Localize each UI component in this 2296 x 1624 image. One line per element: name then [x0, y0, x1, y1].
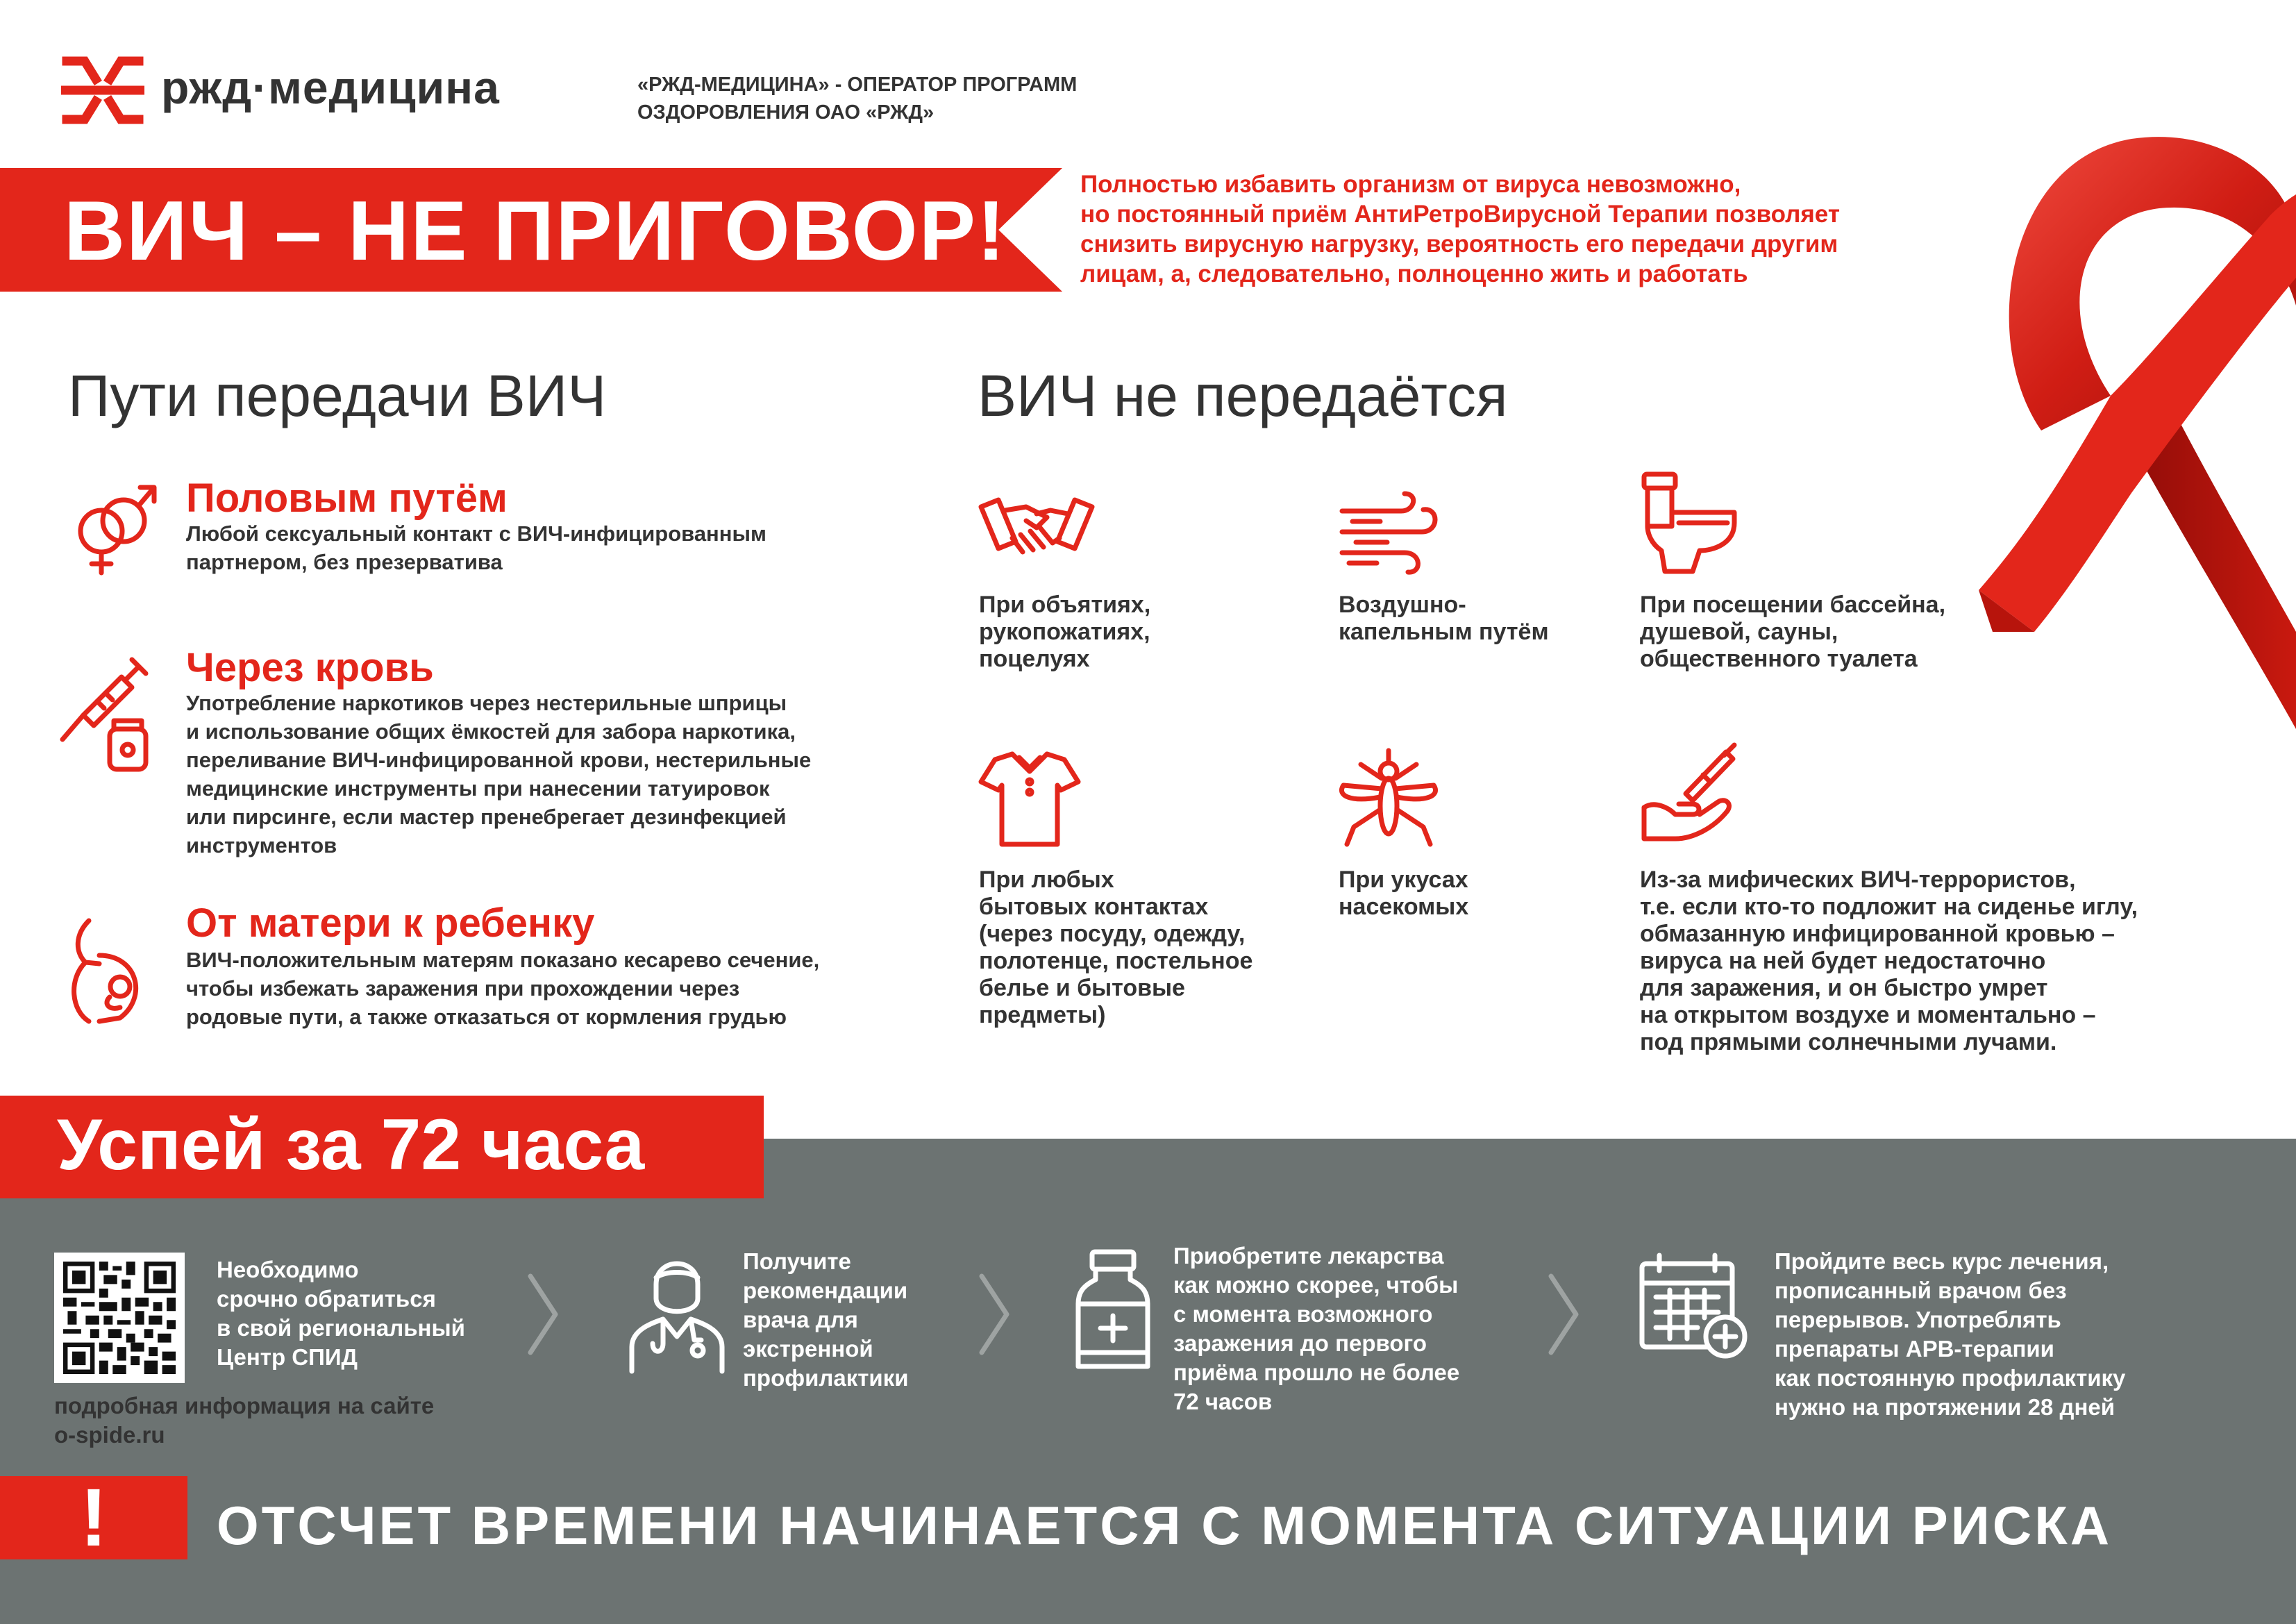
step-line: Получите: [743, 1248, 851, 1274]
step-line: срочно обратиться: [217, 1286, 436, 1312]
not-transmitted-heading: ВИЧ не передаётся: [978, 363, 1508, 428]
nt-line: для заражения, и он быстро умрет: [1640, 975, 2048, 1001]
page-title: ВИЧ – НЕ ПРИГОВОР!: [64, 183, 1007, 278]
shirt-icon: [978, 747, 1082, 851]
way-heading-blood: Через кровь: [186, 645, 434, 690]
intro-line: но постоянный приём АнтиРетроВирусной Терапии позволяет: [1080, 201, 1840, 228]
way-line: или пирсинге, если мастер пренебрегает дезинфекцией: [186, 805, 787, 829]
action-heading: Успей за 72 часа: [57, 1105, 645, 1185]
not-transmitted-text: [1339, 867, 1468, 921]
nt-line: общественного туалета: [1640, 646, 1918, 672]
nt-line: белье и бытовые: [979, 975, 1185, 1001]
nt-line: предметы): [979, 1002, 1106, 1028]
not-transmitted-text: [1339, 592, 1549, 646]
nt-line: т.е. если кто-то подложит на сиденье иглу,: [1640, 894, 2138, 920]
nt-line: При объятиях,: [979, 592, 1151, 618]
medicine-bottle-icon: [1075, 1248, 1151, 1373]
chevron-right-icon: [973, 1269, 1015, 1359]
nt-line: рукопожатиях,: [979, 619, 1150, 645]
step-line: перерывов. Употреблять: [1775, 1307, 2061, 1332]
step-line: врача для: [743, 1307, 858, 1332]
exclamation-icon: !: [80, 1472, 108, 1564]
chevron-right-icon: [522, 1269, 564, 1359]
step-line: в свой региональный: [217, 1315, 465, 1341]
pregnancy-icon: [61, 914, 151, 1018]
way-line: чтобы избежать заражения при прохождении через: [186, 976, 740, 1001]
nt-line: поцелуях: [979, 646, 1090, 672]
step-line: Необходимо: [217, 1257, 359, 1282]
way-line: медицинские инструменты при нанесении татуировок: [186, 776, 770, 801]
step-line: Пройдите весь курс лечения,: [1775, 1248, 2109, 1274]
step-text: [743, 1247, 909, 1393]
step-line: рекомендации: [743, 1278, 908, 1303]
handshake-icon: [978, 486, 1082, 590]
not-transmitted-text: [979, 592, 1150, 673]
gender-symbols-icon: [67, 472, 157, 576]
nt-line: При укусах: [1339, 867, 1468, 893]
operator-line: «РЖД-МЕДИЦИНА» - ОПЕРАТОР ПРОГРАММ: [637, 74, 1078, 96]
step-text: [1775, 1247, 2125, 1422]
step-text: [1173, 1241, 1459, 1416]
doctor-icon: [625, 1250, 729, 1375]
site-line: подробная информация на сайте: [54, 1393, 435, 1418]
nt-line: полотенце, постельное: [979, 948, 1253, 974]
nt-line: бытовых контактах: [979, 894, 1209, 920]
step-line: как можно скорее, чтобы: [1173, 1272, 1459, 1298]
mosquito-icon: [1333, 747, 1437, 851]
way-line: Употребление наркотиков через нестерильные шприцы: [186, 691, 787, 715]
nt-line: под прямыми солнечными лучами.: [1640, 1029, 2057, 1055]
way-description-sexual: [186, 519, 915, 576]
step-line: заражения до первого: [1173, 1330, 1427, 1356]
nt-line: душевой, сауны,: [1640, 619, 1838, 645]
logo-text: ржд·медицина: [161, 62, 500, 113]
air-icon: [1339, 490, 1443, 594]
nt-line: При любых: [979, 867, 1114, 893]
nt-line: насекомых: [1339, 894, 1469, 920]
way-line: Любой сексуальный контакт с ВИЧ-инфицированным: [186, 521, 766, 546]
intro-line: снизить вирусную нагрузку, вероятность его передачи другим: [1080, 231, 1838, 258]
way-line: партнером, без презерватива: [186, 550, 503, 574]
way-description-mother: [186, 946, 915, 1031]
intro-line: Полностью избавить организм от вируса невозможно,: [1080, 171, 1741, 198]
way-heading-sexual: Половым путём: [186, 476, 508, 521]
way-description-blood: [186, 689, 915, 860]
nt-line: (через посуду, одежду,: [979, 921, 1246, 947]
step-line: нужно на протяжении 28 дней: [1775, 1394, 2115, 1420]
way-line: ВИЧ-положительным матерям показано кесарево сечение,: [186, 948, 820, 972]
intro-line: лицам, а, следовательно, полноценно жить и работать: [1080, 260, 1748, 287]
not-transmitted-text: [1640, 592, 1945, 673]
needle-hand-icon: [1637, 742, 1741, 846]
step-line: препараты АРВ-терапии: [1775, 1336, 2054, 1362]
step-line: 72 часов: [1173, 1389, 1273, 1414]
intro-paragraph: [1080, 169, 1983, 289]
warning-text: ОТСЧЕТ ВРЕМЕНИ НАЧИНАЕТСЯ С МОМЕНТА СИТУАЦИИ РИСКА: [217, 1495, 2113, 1556]
way-line: переливание ВИЧ-инфицированной крови, нестерильные: [186, 748, 812, 772]
nt-line: капельным путём: [1339, 619, 1549, 645]
nt-line: на открытом воздухе и моментально –: [1640, 1002, 2096, 1028]
step-line: экстренной: [743, 1336, 873, 1362]
step-line: приёма прошло не более: [1173, 1359, 1460, 1385]
not-transmitted-text: [1640, 867, 2138, 1056]
step-line: прописанный врачом без: [1775, 1278, 2067, 1303]
logo-mark-icon: [61, 54, 144, 126]
nt-line: Воздушно-: [1339, 592, 1466, 618]
step-line: Приобретите лекарства: [1173, 1243, 1444, 1269]
not-transmitted-text: [979, 867, 1252, 1029]
syringe-icon: [56, 653, 146, 757]
nt-line: вируса на ней будет недостаточно: [1640, 948, 2046, 974]
step-line: как постоянную профилактику: [1775, 1365, 2126, 1391]
chevron-right-icon: [1543, 1269, 1584, 1359]
calendar-icon: [1639, 1250, 1750, 1361]
step-line: Центр СПИД: [217, 1344, 358, 1370]
operator-caption: [637, 71, 1165, 126]
way-line: родовые пути, а также отказаться от кормления грудью: [186, 1005, 787, 1029]
nt-line: обмазанную инфицированной кровью –: [1640, 921, 2115, 947]
operator-line: ОЗДОРОВЛЕНИЯ ОАО «РЖД»: [637, 101, 935, 124]
nt-line: При посещении бассейна,: [1640, 592, 1946, 618]
step-line: с момента возможного: [1173, 1301, 1433, 1327]
qr-code-icon[interactable]: [54, 1253, 185, 1383]
site-link[interactable]: o-spide.ru: [54, 1422, 165, 1448]
way-line: инструментов: [186, 833, 337, 857]
awareness-ribbon-icon: [1951, 104, 2296, 771]
site-info: [54, 1391, 554, 1450]
step-line: профилактики: [743, 1365, 909, 1391]
way-line: и использование общих ёмкостей для забора наркотика,: [186, 719, 796, 744]
nt-line: Из-за мифических ВИЧ-террористов,: [1640, 867, 2076, 893]
toilet-icon: [1637, 471, 1741, 575]
step-text: [217, 1255, 465, 1372]
ways-heading: Пути передачи ВИЧ: [68, 363, 607, 428]
way-heading-mother: От матери к ребенку: [186, 901, 595, 946]
